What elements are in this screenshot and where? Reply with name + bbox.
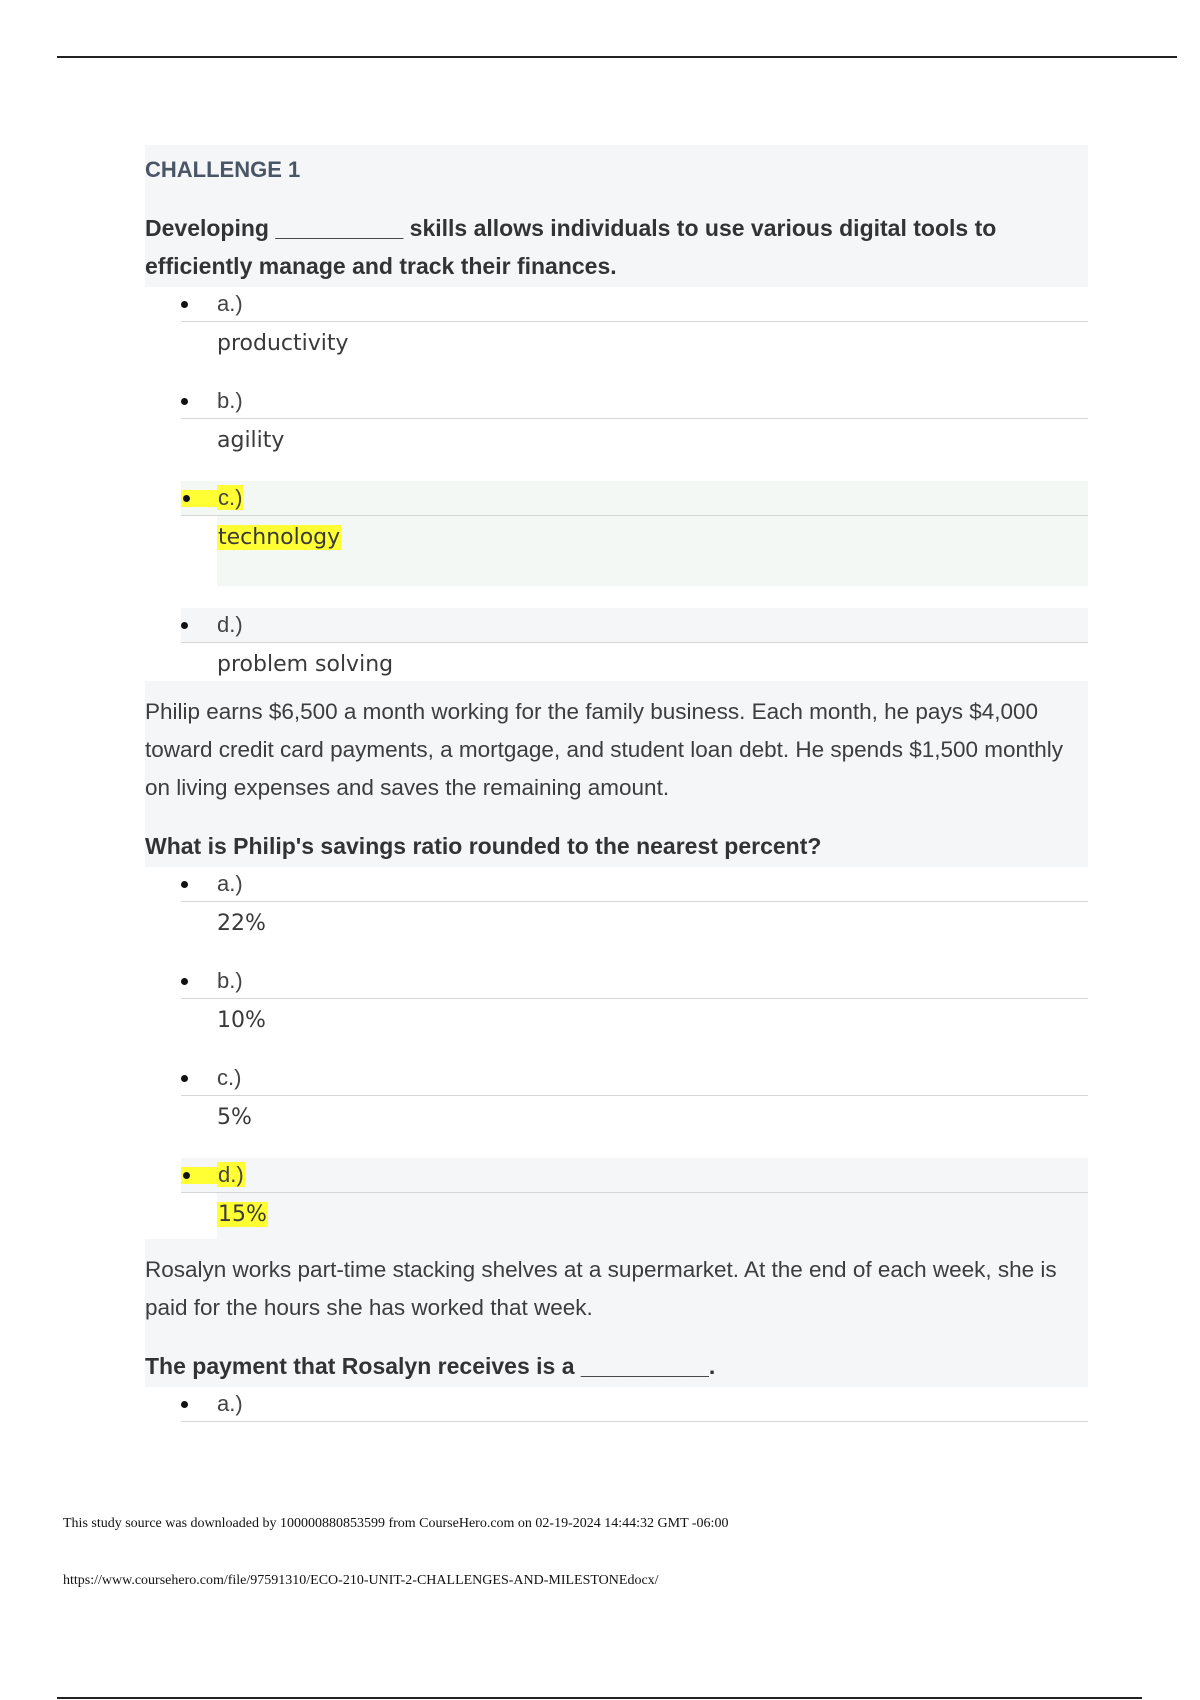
q2-passage: Philip earns $6,500 a month working for the family business. Each month, he pays $4,000 toward credit card payments, a mortgage, and student loan debt. He spends $1,500 monthly on living expenses and saves the remaining amount. — [145, 699, 1064, 800]
option-letter: a.) — [217, 1391, 243, 1416]
bottom-rule — [57, 1697, 1142, 1699]
challenge-title: CHALLENGE 1 — [145, 157, 301, 182]
q1-option-a[interactable] — [181, 287, 1088, 384]
bullet-icon — [181, 1075, 188, 1082]
q2-option-d-selected[interactable] — [181, 1158, 1088, 1239]
download-notice: This study source was downloaded by 100000880853599 from CourseHero.com on 02-19-2024 14:44:32 GMT -06:00 — [63, 1516, 729, 1531]
q2-stem — [145, 681, 1088, 867]
q1-stem — [145, 145, 1088, 287]
option-text: agility — [217, 428, 285, 453]
q3-question: The payment that Rosalyn receives is a __________. — [145, 1353, 716, 1379]
q3-stem — [145, 1239, 1088, 1387]
option-letter: b.) — [217, 968, 243, 993]
option-text: 5% — [217, 1105, 252, 1130]
q2-option-b[interactable] — [181, 964, 1088, 1061]
bullet-icon — [181, 398, 188, 405]
bullet-icon — [183, 495, 190, 502]
option-text: productivity — [217, 331, 349, 356]
top-rule — [57, 56, 1177, 58]
bullet-icon — [181, 301, 188, 308]
option-text: 22% — [217, 911, 266, 936]
bullet-icon — [181, 978, 188, 985]
option-letter: c.) — [217, 1065, 242, 1090]
option-letter: d.) — [218, 1162, 244, 1187]
q3-option-a[interactable] — [181, 1387, 1088, 1422]
q1-option-b[interactable] — [181, 384, 1088, 481]
q2-options — [145, 867, 1088, 1239]
option-text: 10% — [217, 1008, 266, 1033]
option-text: problem solving — [217, 652, 394, 677]
document-content — [145, 145, 1088, 1422]
source-url[interactable]: https://www.coursehero.com/file/97591310/ECO-210-UNIT-2-CHALLENGES-AND-MILESTONEdocx/ — [63, 1573, 659, 1588]
q2-option-a[interactable] — [181, 867, 1088, 964]
bullet-icon — [183, 1172, 190, 1179]
option-letter: c.) — [218, 485, 243, 510]
option-letter: a.) — [217, 291, 243, 316]
bullet-icon — [181, 881, 188, 888]
q3-options — [145, 1387, 1088, 1422]
option-letter: a.) — [217, 871, 243, 896]
option-text: technology — [218, 525, 341, 550]
option-letter: d.) — [217, 612, 243, 637]
q1-question: Developing __________ skills allows individuals to use various digital tools to efficiently manage and track their finances. — [145, 215, 997, 279]
option-letter: b.) — [217, 388, 243, 413]
bullet-icon — [181, 1401, 188, 1408]
q2-option-c[interactable] — [181, 1061, 1088, 1158]
q1-option-c-selected[interactable] — [181, 481, 1088, 586]
q1-option-d[interactable] — [181, 608, 1088, 681]
q3-passage: Rosalyn works part-time stacking shelves at a supermarket. At the end of each week, she is paid for the hours she has worked that week. — [145, 1257, 1057, 1320]
q1-options — [145, 287, 1088, 681]
option-text: 15% — [218, 1202, 267, 1227]
q2-question: What is Philip's savings ratio rounded to the nearest percent? — [145, 833, 822, 859]
bullet-icon — [181, 622, 188, 629]
